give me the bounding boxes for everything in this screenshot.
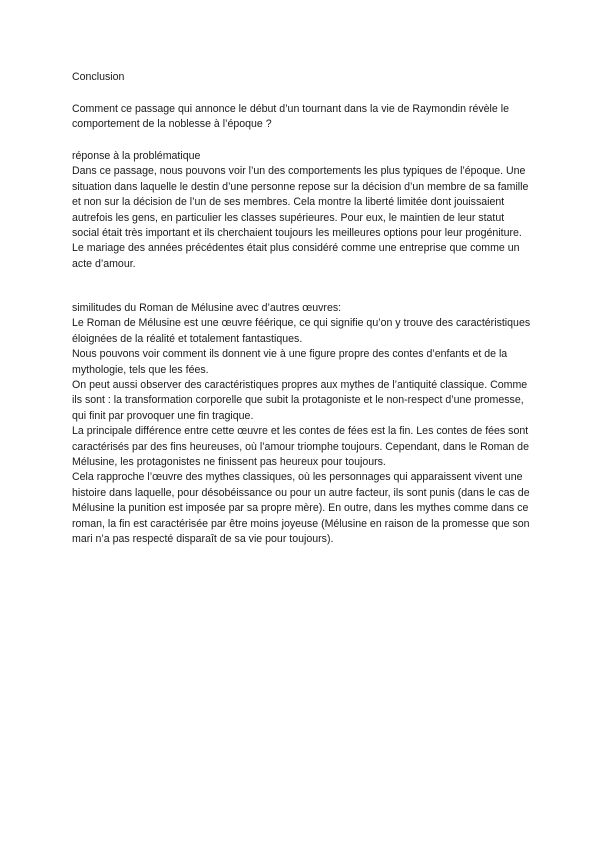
similarities-paragraph: On peut aussi observer des caractéristiques propres aux mythes de l’antiquité classique. Comme ils sont : la transformation corporelle que subit la protagoniste et le non-respect d’une promesse, qui finit par provoquer une fin tragique.: [72, 379, 528, 422]
question-text: Comment ce passage qui annonce le début d’un tournant dans la vie de Raymondin révèle le comportement de la noblesse à l’époque ?: [72, 103, 509, 131]
similarities-section: [72, 301, 532, 548]
conclusion-section: [72, 70, 532, 85]
section-heading: Conclusion: [72, 71, 125, 83]
answer-body: Dans ce passage, nous pouvons voir l’un des comportements les plus typiques de l’époque. Une situation dans laquelle le destin d’une personne repose sur la décision d’un membre de sa famille et non sur la décision de l’un de ses membres. Cela montre la liberté limitée dont jouissaient autrefois les gens, en particulier les classes supérieures. Pour eux, le maintien de leur statut social était très important et ils cherchaient toujours les meilleures options pour leur progéniture. Le mariage des années précédentes était plus considéré comme une entreprise que comme un acte d’amour.: [72, 165, 529, 270]
answer-title: réponse à la problématique: [72, 150, 201, 162]
similarities-paragraph: La principale différence entre cette œuvre et les contes de fées est la fin. Les contes de fées sont caractérisés par des fins heureuses, où l’amour triomphe toujours. Cependant, dans le Roman de Mélusine, les protagonistes ne finissent pas heureux pour toujours.: [72, 425, 529, 469]
similarities-paragraph: Le Roman de Mélusine est une œuvre féérique, ce qui signifie qu’on y trouve des caractéristiques éloignées de la réalité et totalement fantastiques.: [72, 317, 531, 345]
similarities-paragraph: Nous pouvons voir comment ils donnent vie à une figure propre des contes d’enfants et de la mythologie, tels que les fées.: [72, 348, 508, 376]
similarities-paragraph: Cela rapproche l’œuvre des mythes classiques, où les personnages qui apparaissent vivent une histoire dans laquelle, pour désobéissance ou pour un autre facteur, ils sont punis (dans le cas de Mélusine la punition est imposée par sa propre mère). En outre, dans les mythes comme dans ce roman, la fin est caractérisée par être moins joyeuse (Mélusine en raison de la promesse que son mari n’a pas respecté disparaît de sa vie pour toujours).: [72, 471, 530, 546]
similarities-title: similitudes du Roman de Mélusine avec d’autres œuvres:: [72, 302, 342, 314]
answer-section: [72, 149, 532, 272]
problematic-question: [72, 102, 532, 133]
